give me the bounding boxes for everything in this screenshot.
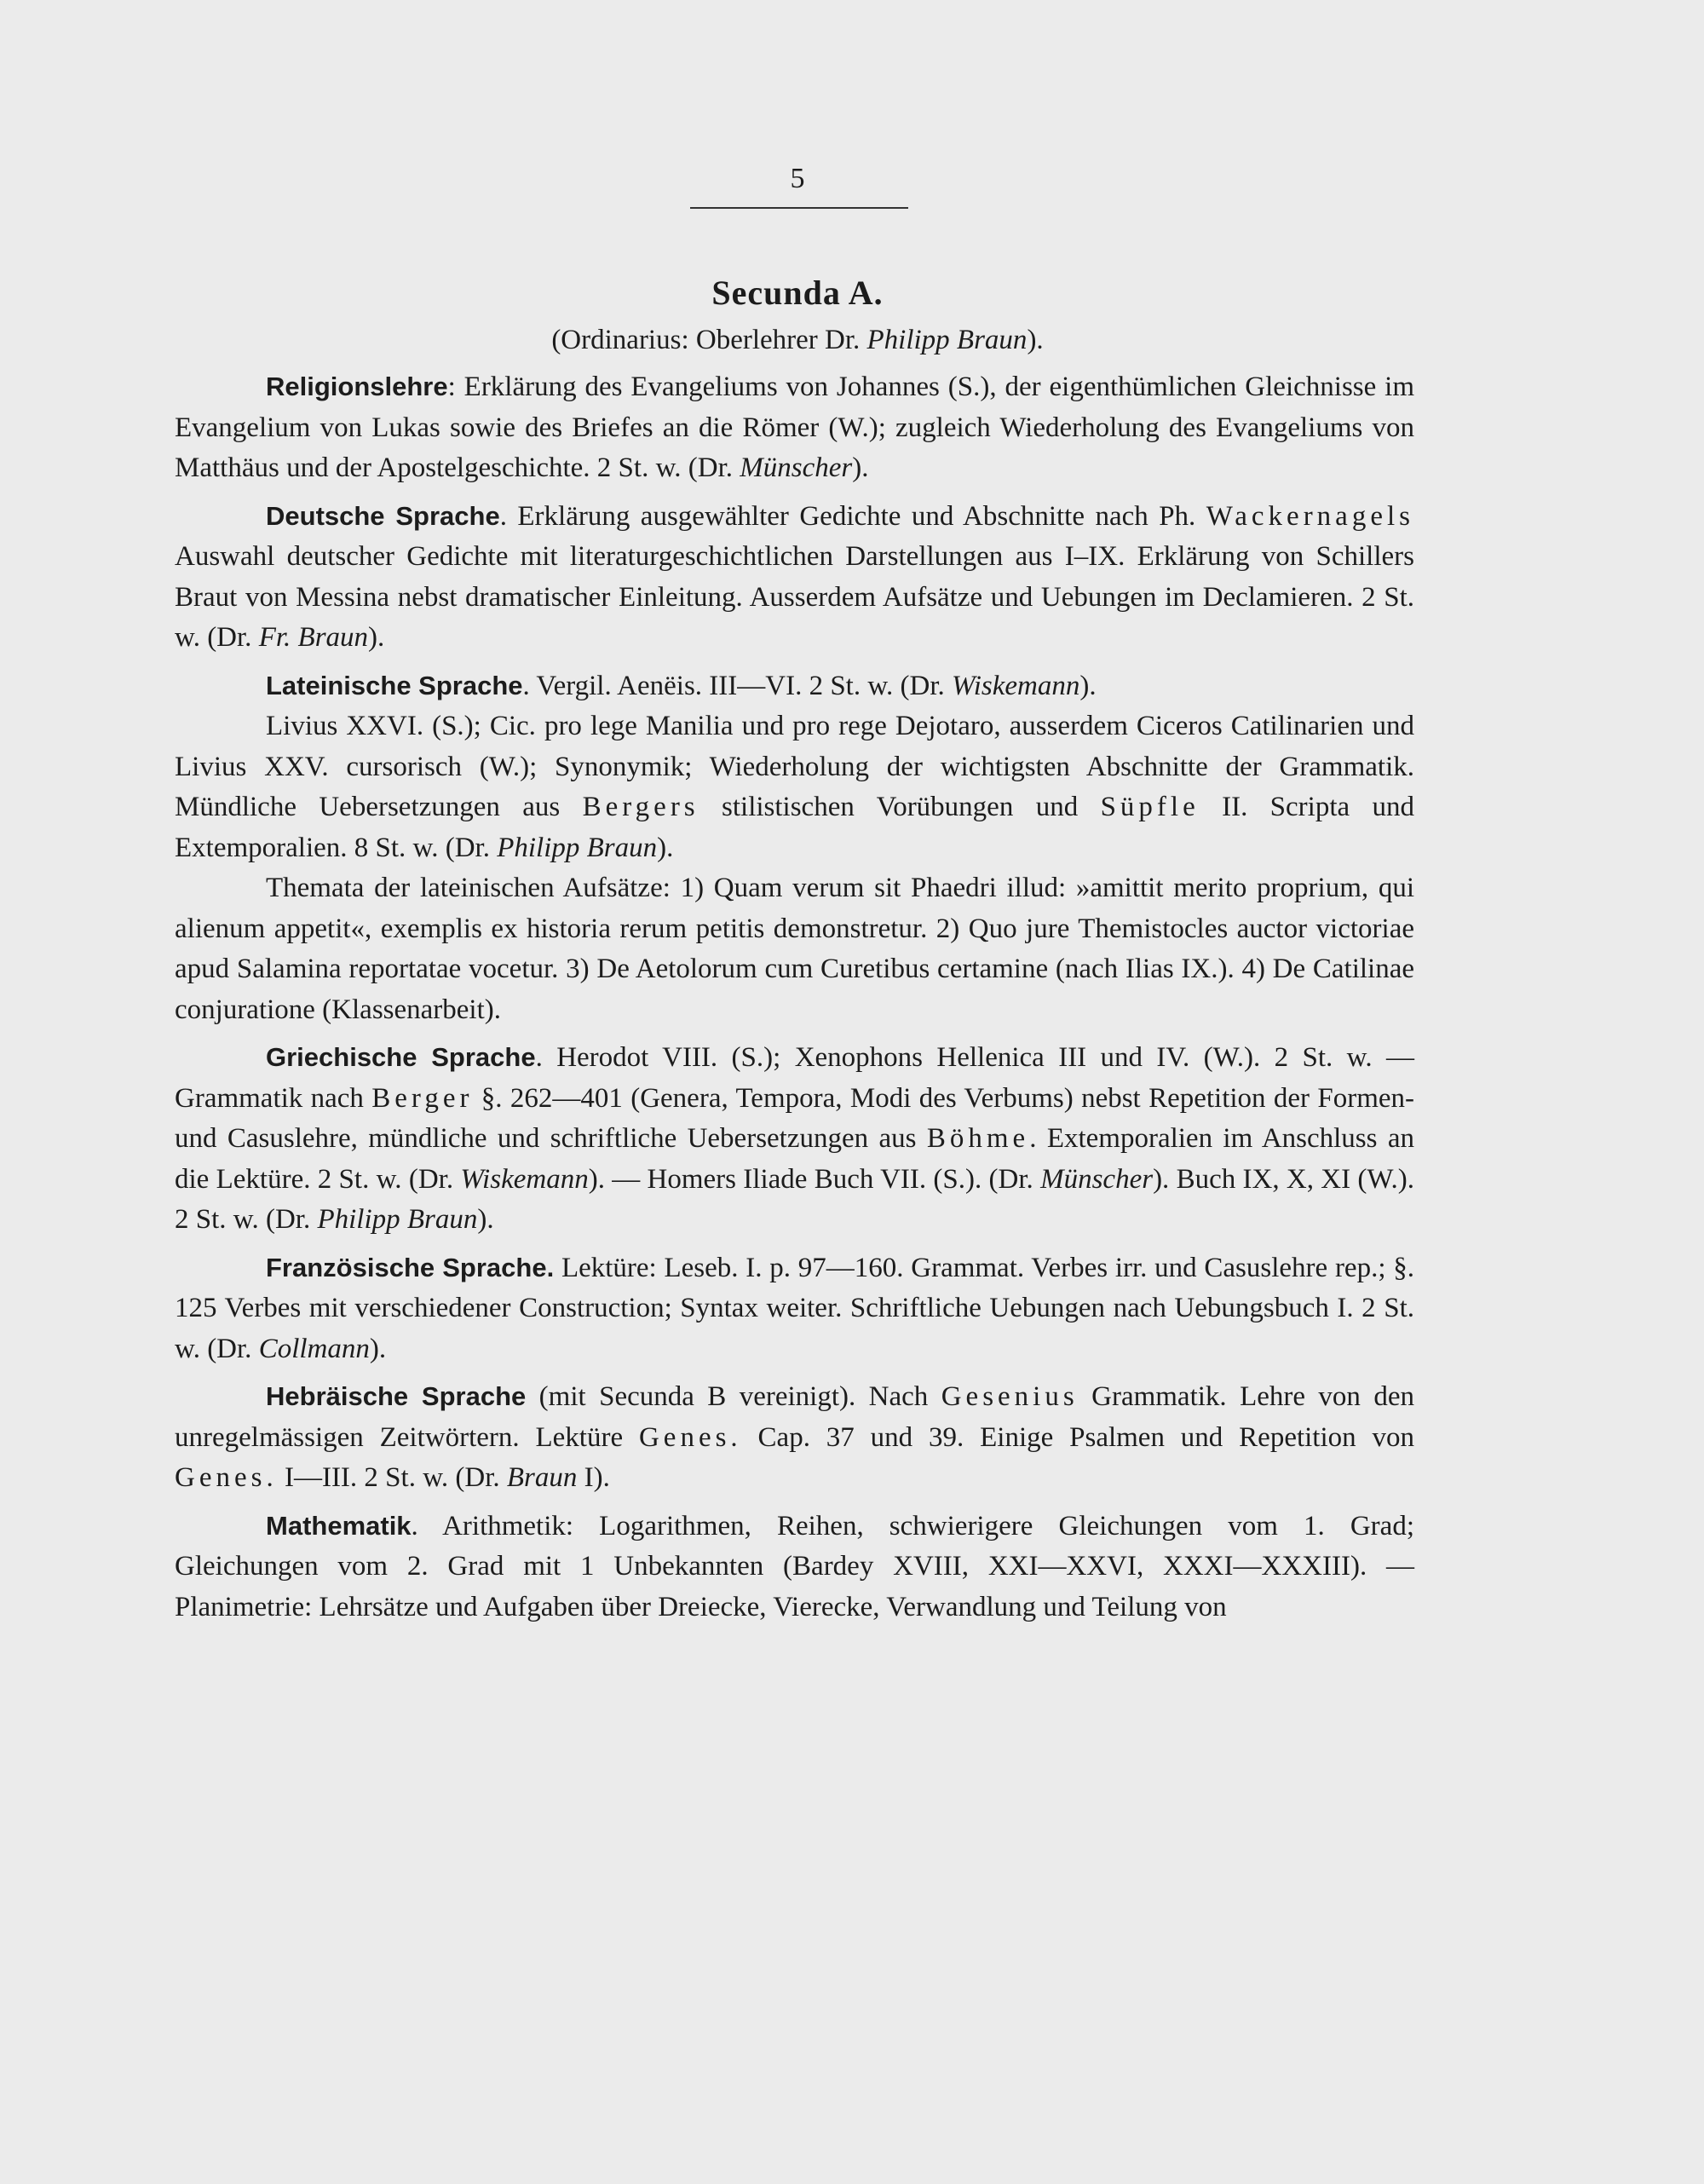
text: Lektüre: Leseb. I. p. 97—160. Grammat. Verbes irr. und Casuslehre rep.; §. 125 Verbes mit verschiedener Construction; Syntax weiter. Schriftliche Uebungen nach Uebungsbuch I. 2 St. w. (Dr.: [175, 1252, 1414, 1364]
teacher-name: Philipp Braun: [317, 1204, 478, 1235]
text: ).: [369, 1333, 387, 1364]
subject-label: Deutsche Sprache: [266, 500, 500, 531]
ordinarius-name: Philipp Braun: [866, 325, 1028, 355]
teacher-name: Braun: [506, 1462, 578, 1493]
section-title: Secunda A.: [711, 274, 884, 312]
text: ). — Homers Iliade Buch VII. (S.). (Dr.: [588, 1163, 1041, 1195]
text: ).: [1079, 670, 1097, 701]
paragraph-latein-themata: [175, 868, 1414, 1030]
subject-label: Französische Sprache.: [266, 1252, 555, 1282]
teacher-name: Wiskemann: [952, 670, 1080, 701]
text: ).: [477, 1204, 494, 1235]
page-number: 5: [790, 163, 805, 194]
teacher-name: Philipp Braun: [497, 832, 658, 863]
subject-label: Lateinische Sprache: [266, 670, 523, 700]
text: ).: [368, 622, 385, 653]
author-name: Bergers: [582, 792, 699, 822]
subject-label: Hebräische Sprache: [266, 1381, 527, 1411]
text: Cap. 37 und 39. Einige Psalmen und Repetition von: [741, 1421, 1414, 1453]
paragraph-hebraeisch: [175, 1376, 1414, 1499]
body-text: [175, 366, 1414, 1634]
text: Auswahl deutscher Gedichte mit literaturgeschichtlichen Darstellungen aus I–IX. Erklärung von Schillers Braut von Messina nebst dramatischer Einleitung. Ausserdem Aufsätze und Uebungen im Declamieren. 2 St. w. (Dr.: [175, 541, 1414, 653]
text: . Arithmetik: Logarithmen, Reihen, schwierigere Gleichungen vom 1. Grad; Gleichungen vom 2. Grad mit 1 Unbekannten (Bardey XVIII, XXI—XXVI, XXXI—XXXIII). — Planimetrie: Lehrsätze und Aufgaben über Dreiecke, Vierecke, Verwandlung und Teilung von: [175, 1510, 1414, 1622]
teacher-name: Münscher: [740, 452, 853, 483]
text: ). Buch IX, X, XI (W.). 2 St. w. (Dr.: [175, 1163, 1415, 1235]
text: §. 262—401 (Genera, Tempora, Modi des Verbums) nebst Repetition der Formen- und Casuslehre, mündliche und schriftliche Uebersetzungen aus: [175, 1082, 1414, 1154]
teacher-name: Fr. Braun: [258, 622, 369, 653]
author-name: Genes.: [175, 1462, 278, 1493]
text: (mit Secunda B vereinigt). Nach: [526, 1381, 941, 1412]
text: ).: [852, 452, 869, 483]
author-name: Süpfle: [1100, 792, 1200, 822]
ordinarius-suffix: ).: [1027, 325, 1044, 355]
text: Themata der lateinischen Aufsätze: 1) Quam verum sit Phaedri illud: »amittit merito proprium, qui alienum appetit«, exemplis ex historia rerum petitis demonstretur. 2) Quo jure Themistocles auctor victoriae apud Salamina reportatae vocetur. 3) De Aetolorum cum Curetibus certamine (nach Ilias IX.). 4) De Catilinae conjuratione (Klassenarbeit).: [175, 873, 1414, 1025]
author-name: Berger: [371, 1082, 474, 1114]
subject-label: Griechische Sprache: [266, 1042, 536, 1072]
text: . Erklärung ausgewählter Gedichte und Abschnitte nach Ph.: [499, 500, 1206, 532]
text: I).: [577, 1462, 610, 1493]
subject-label: Religionslehre: [266, 372, 448, 401]
teacher-name: Münscher: [1040, 1163, 1154, 1195]
text: Grammatik. Lehre von den unregelmässigen Zeitwörtern. Lektüre: [175, 1381, 1414, 1453]
ordinarius-line: [0, 320, 1595, 360]
text: . Vergil. Aenëis. III—VI. 2 St. w. (Dr.: [522, 670, 953, 701]
text: stilistischen Vorübungen und: [699, 792, 1101, 822]
text: : Erklärung des Evangeliums von Johannes (S.), der eigenthümlichen Gleichnisse im Evangelium von Lukas sowie des Briefes an die Römer (W.); zugleich Wiederholung des Evangeliums von Matthäus und der Apostelgeschichte. 2 St. w. (Dr.: [175, 372, 1414, 483]
paragraph-religion: [175, 366, 1414, 489]
author-name: Genes.: [638, 1421, 742, 1453]
text: I—III. 2 St. w. (Dr.: [277, 1462, 507, 1493]
paragraph-deutsch: [175, 496, 1414, 659]
ordinarius-prefix: (Ordinarius: Oberlehrer Dr.: [551, 325, 867, 355]
text: . Extemporalien im Anschluss an die Lektüre. 2 St. w. (Dr.: [175, 1123, 1414, 1195]
paragraph-latein-readings: [175, 706, 1414, 868]
text: II. Scripta und Extemporalien. 8 St. w. (Dr.: [175, 792, 1415, 863]
author-name: Gesenius: [941, 1381, 1079, 1412]
text: ).: [657, 832, 674, 863]
text: Livius XXVI. (S.); Cic. pro lege Manilia und pro rege Dejotaro, ausserdem Ciceros Catilinarien und Livius XXV. cursorisch (W.); Synonymik; Wiederholung der wichtigsten Abschnitte der Grammatik. Mündliche Uebersetzungen aus: [175, 711, 1414, 822]
paragraph-mathematik: [175, 1506, 1414, 1628]
text: . Herodot VIII. (S.); Xenophons Hellenica III und IV. (W.). 2 St. w. — Grammatik nach: [175, 1042, 1414, 1114]
header-rule: [690, 207, 908, 209]
author-name: Böhme: [926, 1123, 1030, 1154]
subject-label: Mathematik: [266, 1510, 412, 1541]
paragraph-griechisch: [175, 1037, 1414, 1241]
author-name: Wackernagels: [1206, 500, 1414, 532]
teacher-name: Collmann: [258, 1333, 370, 1364]
teacher-name: Wiskemann: [460, 1163, 589, 1195]
paragraph-latein: [175, 666, 1414, 707]
paragraph-franzoesisch: [175, 1248, 1414, 1370]
